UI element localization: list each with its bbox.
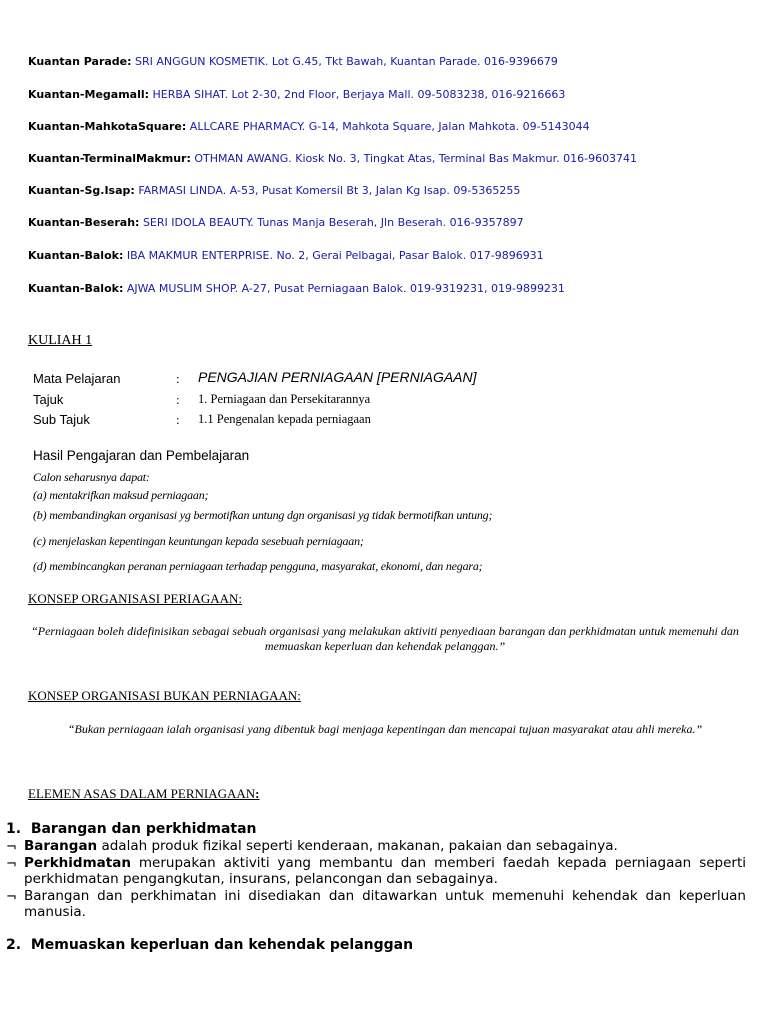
element-heading bbox=[6, 821, 257, 837]
outcome-item: (c) menjelaskan kepentingan keuntungan kepada sesebuah perniagaan; bbox=[33, 534, 364, 548]
meta-value: 1. Perniagaan dan Persekitarannya bbox=[198, 392, 371, 406]
stockist-location: Kuantan-MahkotaSquare: bbox=[28, 120, 187, 133]
stockist-location: Kuantan-Megamall: bbox=[28, 88, 150, 101]
outcomes-heading: Hasil Pengajaran dan Pembelajaran bbox=[33, 448, 250, 463]
concept-business-heading: KONSEP ORGANISASI PERIAGAAN: bbox=[28, 591, 243, 606]
bullet-icon: ¬ bbox=[6, 840, 17, 855]
stockist-row bbox=[28, 88, 565, 101]
meta-value: 1.1 Pengenalan kepada perniagaan bbox=[198, 412, 371, 426]
element-heading bbox=[6, 937, 413, 953]
stockist-location: Kuantan-Sg.Isap: bbox=[28, 184, 135, 197]
element-bullet bbox=[6, 838, 746, 854]
stockist-row bbox=[28, 282, 565, 295]
stockist-details: SRI ANGGUN KOSMETIK. Lot G.45, Tkt Bawah, Kuantan Parade. 016-9396679 bbox=[135, 55, 558, 68]
stockist-row bbox=[28, 152, 637, 165]
stockist-details: ALLCARE PHARMACY. G-14, Mahkota Square, Jalan Mahkota. 09-5143044 bbox=[189, 120, 590, 133]
element-number: 2. bbox=[6, 937, 22, 953]
meta-label: Sub Tajuk bbox=[33, 412, 90, 427]
outcome-item: (b) membandingkan organisasi yg bermotifkan untung dgn organisasi yg tidak bermotifkan untung; bbox=[33, 508, 493, 522]
bullet-desc: merupakan aktiviti yang membantu dan memberi faedah kepada perniagaan seperti perkhidmatan pengangkutan, insurans, pelancongan dan sebagainya. bbox=[24, 855, 746, 887]
outcomes-intro: Calon seharusnya dapat: bbox=[33, 470, 150, 484]
outcome-item: (a) mentakrifkan maksud perniagaan; bbox=[33, 488, 209, 502]
stockist-location: Kuantan Parade: bbox=[28, 55, 132, 68]
stockist-details: FARMASI LINDA. A-53, Pusat Komersil Bt 3, Jalan Kg Isap. 09-5365255 bbox=[138, 184, 521, 197]
stockist-row bbox=[28, 216, 524, 229]
meta-colon: : bbox=[176, 392, 180, 407]
element-bullet bbox=[6, 855, 746, 887]
stockist-location: Kuantan-Balok: bbox=[28, 249, 124, 262]
stockist-location: Kuantan-Balok: bbox=[28, 282, 124, 295]
meta-label: Tajuk bbox=[33, 392, 64, 407]
meta-label: Mata Pelajaran bbox=[33, 371, 121, 386]
concept-business-quote: “Perniagaan boleh didefinisikan sebagai sebuah organisasi yang melakukan aktiviti penyediaan barangan dan perkhidmatan untuk memenuhi dan memuaskan keperluan dan kehendak pelanggan.” bbox=[31, 624, 739, 653]
element-bullet bbox=[6, 888, 746, 920]
bullet-text bbox=[24, 838, 746, 854]
stockist-details: IBA MAKMUR ENTERPRISE. No. 2, Gerai Pelbagai, Pasar Balok. 017-9896931 bbox=[126, 249, 544, 262]
bullet-text bbox=[24, 855, 746, 887]
element-title: Memuaskan keperluan dan kehendak pelanggan bbox=[30, 937, 414, 953]
bullet-desc: Barangan dan perkhimatan ini disediakan dan ditawarkan untuk memenuhi kehendak dan keperluan manusia. bbox=[24, 888, 746, 920]
stockist-details: AJWA MUSLIM SHOP. A-27, Pusat Perniagaan Balok. 019-9319231, 019-9899231 bbox=[126, 282, 565, 295]
element-title: Barangan dan perkhidmatan bbox=[30, 821, 257, 837]
meta-value: PENGAJIAN PERNIAGAAN [PERNIAGAAN] bbox=[198, 369, 477, 385]
meta-colon: : bbox=[176, 412, 180, 427]
concept-nonbusiness-quote: “Bukan perniagaan ialah organisasi yang dibentuk bagi menjaga kepentingan dan mencapai tujuan masyarakat atau ahli mereka.” bbox=[67, 722, 703, 736]
stockist-location: Kuantan-Beserah: bbox=[28, 216, 140, 229]
element-number: 1. bbox=[6, 821, 22, 837]
bullet-icon: ¬ bbox=[6, 857, 17, 872]
stockist-row bbox=[28, 55, 558, 68]
outcome-item: (d) membincangkan peranan perniagaan terhadap pengguna, masyarakat, ekonomi, dan negara; bbox=[33, 559, 483, 573]
bullet-term: Perkhidmatan bbox=[24, 855, 131, 871]
bullet-desc: adalah produk fizikal seperti kenderaan, makanan, pakaian dan sebagainya. bbox=[97, 838, 618, 854]
bullet-text bbox=[24, 888, 746, 920]
elements-heading-text: ELEMEN ASAS DALAM PERNIAGAAN bbox=[28, 786, 256, 801]
stockist-row bbox=[28, 249, 544, 262]
elements-heading-colon: : bbox=[255, 786, 260, 801]
stockist-row bbox=[28, 120, 590, 133]
stockist-location: Kuantan-TerminalMakmur: bbox=[28, 152, 191, 165]
meta-colon: : bbox=[176, 371, 180, 386]
elements-heading bbox=[28, 786, 260, 802]
concept-nonbusiness-heading: KONSEP ORGANISASI BUKAN PERNIAGAAN: bbox=[28, 688, 301, 703]
stockist-details: OTHMAN AWANG. Kiosk No. 3, Tingkat Atas, Terminal Bas Makmur. 016-9603741 bbox=[194, 152, 638, 165]
stockist-details: SERI IDOLA BEAUTY. Tunas Manja Beserah, Jln Beserah. 016-9357897 bbox=[142, 216, 524, 229]
bullet-icon: ¬ bbox=[6, 890, 17, 905]
bullet-term: Barangan bbox=[24, 838, 98, 854]
stockist-row bbox=[28, 184, 520, 197]
stockist-details: HERBA SIHAT. Lot 2-30, 2nd Floor, Berjaya Mall. 09-5083238, 016-9216663 bbox=[152, 88, 566, 101]
lecture-title: KULIAH 1 bbox=[28, 333, 93, 348]
